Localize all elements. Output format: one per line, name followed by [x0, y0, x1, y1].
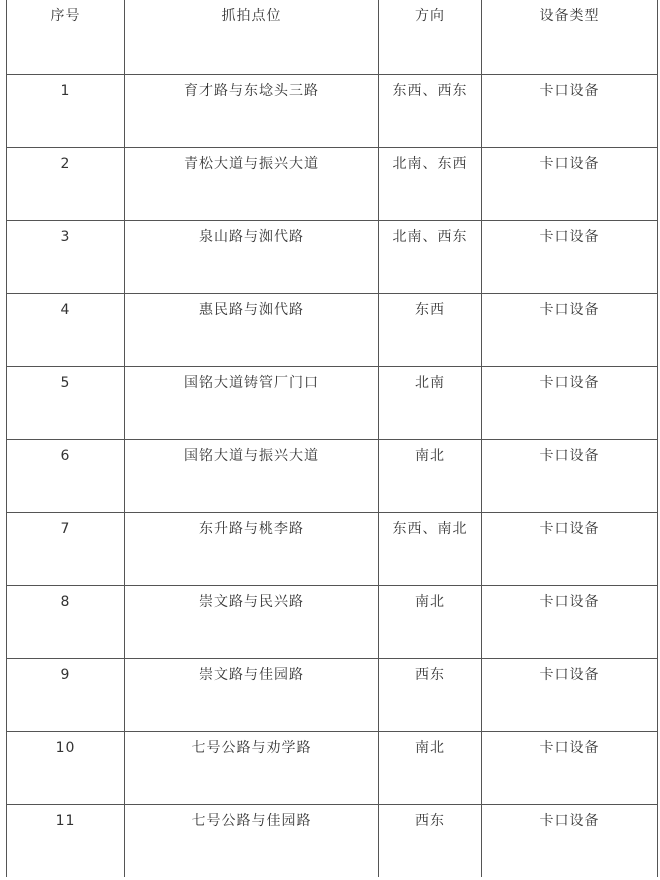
- cell-direction: 东西: [379, 293, 482, 366]
- cell-direction: 东西、西东: [379, 74, 482, 147]
- cell-direction: 南北: [379, 731, 482, 804]
- table-row: [7, 804, 658, 877]
- cell-direction: 北南、东西: [379, 147, 482, 220]
- table-header-row: [7, 0, 658, 74]
- cell-index: 7: [7, 512, 125, 585]
- cell-direction: 西东: [379, 804, 482, 877]
- cell-device-type: 卡口设备: [482, 366, 658, 439]
- cell-location: 国铭大道铸管厂门口: [125, 366, 379, 439]
- cell-device-type: 卡口设备: [482, 658, 658, 731]
- cell-device-type: 卡口设备: [482, 512, 658, 585]
- cell-device-type: 卡口设备: [482, 220, 658, 293]
- table-row: [7, 366, 658, 439]
- header-index: 序号: [7, 0, 125, 74]
- cell-index: 2: [7, 147, 125, 220]
- cell-direction: 东西、南北: [379, 512, 482, 585]
- cell-index: 5: [7, 366, 125, 439]
- cell-device-type: 卡口设备: [482, 585, 658, 658]
- table-row: [7, 731, 658, 804]
- cell-location: 育才路与东埝头三路: [125, 74, 379, 147]
- cell-direction: 北南: [379, 366, 482, 439]
- header-device-type: 设备类型: [482, 0, 658, 74]
- header-direction: 方向: [379, 0, 482, 74]
- header-location: 抓拍点位: [125, 0, 379, 74]
- cell-direction: 北南、西东: [379, 220, 482, 293]
- cell-device-type: 卡口设备: [482, 74, 658, 147]
- cell-index: 1: [7, 74, 125, 147]
- cell-direction: 西东: [379, 658, 482, 731]
- table-row: [7, 293, 658, 366]
- cell-index: 3: [7, 220, 125, 293]
- table-row: [7, 658, 658, 731]
- cell-index: 11: [7, 804, 125, 877]
- cell-location: 青松大道与振兴大道: [125, 147, 379, 220]
- cell-location: 国铭大道与振兴大道: [125, 439, 379, 512]
- cell-location: 泉山路与洳代路: [125, 220, 379, 293]
- cell-device-type: 卡口设备: [482, 804, 658, 877]
- table-row: [7, 585, 658, 658]
- cell-location: 七号公路与劝学路: [125, 731, 379, 804]
- cell-location: 崇文路与民兴路: [125, 585, 379, 658]
- cell-device-type: 卡口设备: [482, 731, 658, 804]
- table-row: [7, 147, 658, 220]
- table-row: [7, 220, 658, 293]
- capture-points-table: [6, 0, 658, 877]
- cell-index: 8: [7, 585, 125, 658]
- table-row: [7, 439, 658, 512]
- cell-location: 惠民路与洳代路: [125, 293, 379, 366]
- table-row: [7, 512, 658, 585]
- cell-location: 七号公路与佳园路: [125, 804, 379, 877]
- cell-index: 4: [7, 293, 125, 366]
- cell-index: 10: [7, 731, 125, 804]
- cell-direction: 南北: [379, 585, 482, 658]
- cell-location: 东升路与桃李路: [125, 512, 379, 585]
- cell-direction: 南北: [379, 439, 482, 512]
- cell-index: 6: [7, 439, 125, 512]
- cell-location: 崇文路与佳园路: [125, 658, 379, 731]
- cell-device-type: 卡口设备: [482, 147, 658, 220]
- cell-device-type: 卡口设备: [482, 293, 658, 366]
- cell-device-type: 卡口设备: [482, 439, 658, 512]
- table-row: [7, 74, 658, 147]
- cell-index: 9: [7, 658, 125, 731]
